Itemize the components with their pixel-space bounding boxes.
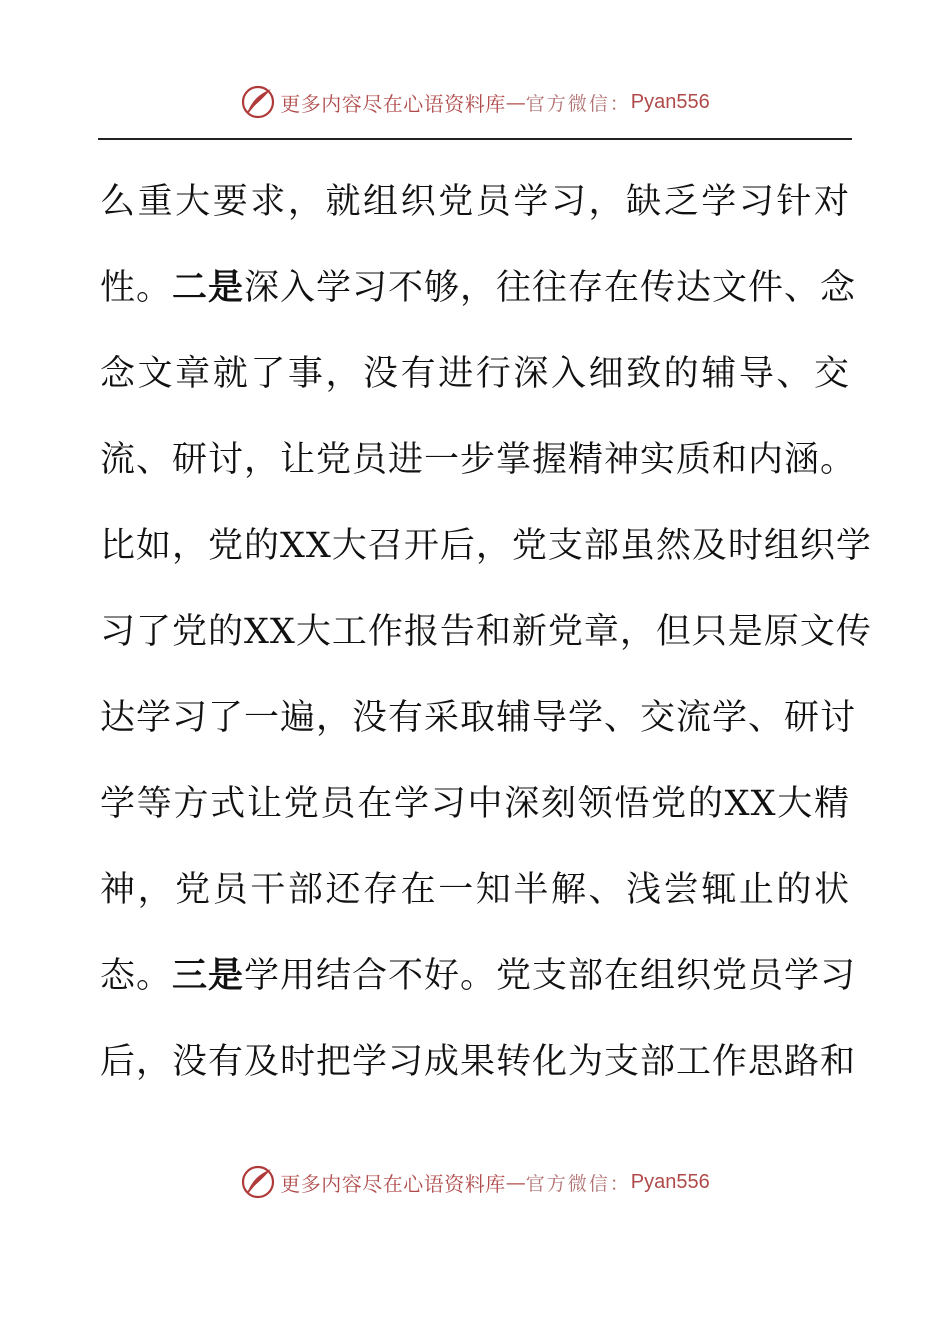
text-segment: 学用结合不好。党支部在组织党员学习 (244, 956, 857, 996)
header-divider (98, 138, 852, 140)
text-line (100, 516, 872, 602)
wechat-id: Pyan556 (630, 90, 710, 113)
text-line (100, 344, 850, 430)
text-segment: 么重大要求，就组织党员学习，缺乏学习针对 (100, 182, 850, 222)
text-line (100, 430, 857, 516)
text-segment: 念文章就了事，没有进行深入细致的辅导、交 (100, 354, 850, 394)
text-segment: 习了党的XX大工作报告和新党章，但只是原文传 (100, 612, 872, 652)
document-body (100, 172, 872, 1118)
text-line (100, 946, 857, 1032)
footer-banner (0, 1160, 950, 1204)
wechat-id: Pyan556 (630, 1170, 710, 1193)
text-segment: 达学习了一遍，没有采取辅导学、交流学、研讨 (100, 698, 857, 738)
banner-text: 更多内容尽在心语资料库 (280, 1171, 506, 1196)
text-segment: 性。 (100, 268, 173, 308)
text-segment: 后，没有及时把学习成果转化为支部工作思路和 (100, 1042, 857, 1082)
text-segment: 学等方式让党员在学习中深刻领悟党的XX大精 (100, 784, 850, 824)
text-segment: 深入学习不够，往往存在传达文件、念 (244, 268, 857, 308)
text-segment: 态。 (100, 956, 173, 996)
text-line (100, 172, 850, 258)
banner-separator: — (505, 1170, 526, 1194)
banner-separator: — (505, 90, 526, 114)
text-line (100, 860, 850, 946)
text-line (100, 774, 850, 860)
text-line (100, 1032, 857, 1118)
text-line (100, 688, 857, 774)
quill-logo-icon (240, 1164, 276, 1200)
text-segment: 比如，党的XX大召开后，党支部虽然及时组织学 (100, 526, 872, 566)
header-banner (0, 80, 950, 124)
official-label: 官方微信： (525, 92, 631, 115)
text-line (100, 602, 872, 688)
quill-logo-icon (240, 84, 276, 120)
emphasis-label: 三是 (172, 956, 245, 996)
text-segment: 神，党员干部还存在一知半解、浅尝辄止的状 (100, 870, 850, 910)
emphasis-label: 二是 (172, 268, 245, 308)
text-line (100, 258, 857, 344)
text-segment: 流、研讨，让党员进一步掌握精神实质和内涵。 (100, 440, 857, 480)
banner-text: 更多内容尽在心语资料库 (280, 91, 506, 116)
official-label: 官方微信： (525, 1172, 631, 1195)
